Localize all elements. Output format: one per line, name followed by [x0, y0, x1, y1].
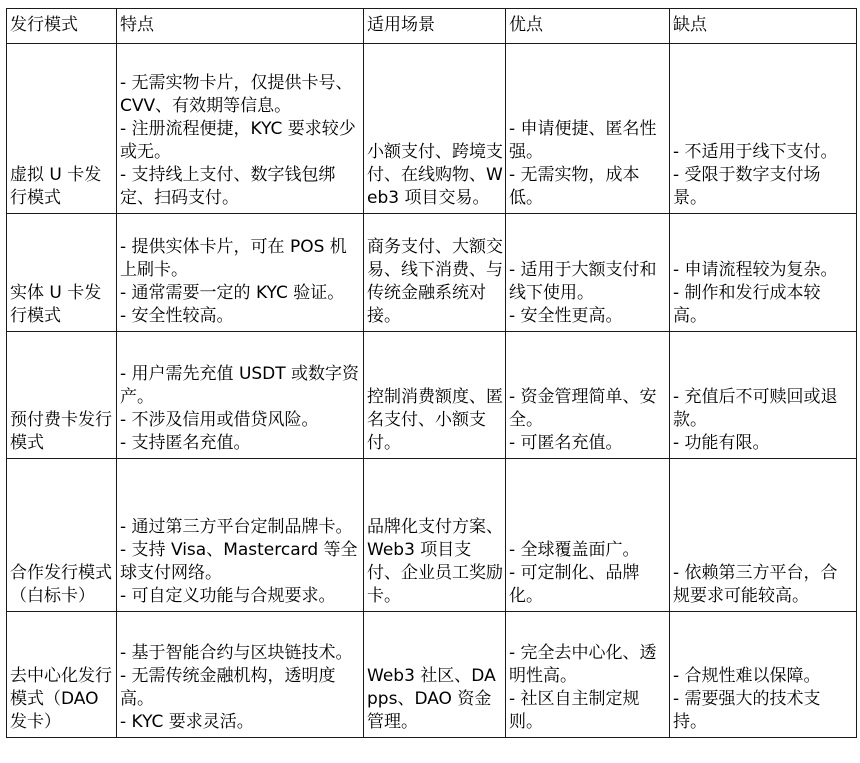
- table-row: [7, 214, 857, 332]
- column-header-pros: 优点: [506, 9, 670, 44]
- scenarios-cell: [364, 44, 506, 214]
- cell-line: 小额支付、跨境支付、在线购物、Web3 项目交易。: [367, 142, 503, 208]
- cell-line: - 提供实体卡片，可在 POS 机上刷卡。: [120, 237, 347, 280]
- cell-line: - 注册流程便捷，KYC 要求较少或无。: [120, 119, 356, 162]
- cons-cell: [670, 459, 857, 612]
- scenarios-cell: [364, 214, 506, 332]
- column-header-features: 特点: [117, 9, 364, 44]
- mode-cell: 实体 U 卡发行模式: [7, 214, 117, 332]
- scenarios-cell: [364, 612, 506, 738]
- cell-line: - 需要强大的技术支持。: [673, 689, 821, 732]
- cell-line: - 功能有限。: [673, 433, 770, 453]
- column-header-cons: 缺点: [670, 9, 857, 44]
- column-header-mode: 发行模式: [7, 9, 117, 44]
- document-page: [6, 8, 856, 738]
- features-cell: [117, 44, 364, 214]
- cell-line: - 适用于大额支付和线下使用。: [509, 260, 657, 303]
- mode-cell: 预付费卡发行模式: [7, 332, 117, 459]
- pros-cell: [506, 612, 670, 738]
- comparison-table: [6, 8, 857, 738]
- table-row: [7, 459, 857, 612]
- cell-line: - 无需实物卡片，仅提供卡号、CVV、有效期等信息。: [120, 73, 353, 116]
- pros-cell: [506, 44, 670, 214]
- cell-line: - 完全去中心化、透明性高。: [509, 643, 657, 686]
- cell-line: - 可定制化、品牌化。: [509, 563, 640, 606]
- cell-line: - 无需传统金融机构，透明度高。: [120, 666, 336, 709]
- cons-cell: [670, 332, 857, 459]
- cell-line: - 用户需先充值 USDT 或数字资产。: [120, 364, 360, 407]
- cons-cell: [670, 44, 857, 214]
- cell-line: 控制消费额度、匿名支付、小额支付。: [367, 387, 503, 453]
- cell-line: - 可自定义功能与合规要求。: [120, 586, 336, 606]
- scenarios-cell: [364, 459, 506, 612]
- cell-line: - 社区自主制定规则。: [509, 689, 640, 732]
- cell-line: 商务支付、大额交易、线下消费、与传统金融系统对接。: [367, 237, 503, 326]
- table-row: [7, 44, 857, 214]
- mode-cell: 去中心化发行模式（DAO 发卡）: [7, 612, 117, 738]
- cell-line: - 基于智能合约与区块链技术。: [120, 643, 353, 663]
- scenarios-cell: [364, 332, 506, 459]
- cell-line: - 安全性更高。: [509, 306, 623, 326]
- cell-line: - 安全性较高。: [120, 306, 234, 326]
- pros-cell: [506, 459, 670, 612]
- cell-line: - 全球覆盖面广。: [509, 540, 640, 560]
- features-cell: [117, 332, 364, 459]
- cons-cell: [670, 214, 857, 332]
- column-header-scenarios: 适用场景: [364, 9, 506, 44]
- cell-line: 品牌化支付方案、Web3 项目支付、企业员工奖励卡。: [367, 517, 503, 606]
- header-row: [7, 9, 857, 44]
- cell-line: - 申请便捷、匿名性强。: [509, 119, 657, 162]
- cell-line: - 合规性难以保障。: [673, 666, 821, 686]
- features-cell: [117, 612, 364, 738]
- cell-line: - 可匿名充值。: [509, 433, 623, 453]
- cell-line: - 制作和发行成本较高。: [673, 283, 821, 326]
- table-body: [7, 44, 857, 738]
- cell-line: - 不适用于线下支付。: [673, 142, 838, 162]
- cell-line: - 支持线上支付、数字钱包绑定、扫码支付。: [120, 165, 336, 208]
- cell-line: - 申请流程较为复杂。: [673, 260, 838, 280]
- pros-cell: [506, 214, 670, 332]
- cell-line: - 受限于数字支付场景。: [673, 165, 821, 208]
- cell-line: - 资金管理简单、安全。: [509, 387, 657, 430]
- mode-cell: 合作发行模式（白标卡）: [7, 459, 117, 612]
- cell-line: - 通常需要一定的 KYC 验证。: [120, 283, 345, 303]
- features-cell: [117, 214, 364, 332]
- mode-cell: 虚拟 U 卡发行模式: [7, 44, 117, 214]
- cell-line: - 依赖第三方平台，合规要求可能较高。: [673, 563, 838, 606]
- cell-line: Web3 社区、DApps、DAO 资金管理。: [367, 666, 496, 732]
- table-header: [7, 9, 857, 44]
- cons-cell: [670, 612, 857, 738]
- cell-line: - KYC 要求灵活。: [120, 712, 254, 732]
- cell-line: - 不涉及信用或借贷风险。: [120, 410, 319, 430]
- cell-line: - 支持 Visa、Mastercard 等全球支付网络。: [120, 540, 358, 583]
- cell-line: - 充值后不可赎回或退款。: [673, 387, 838, 430]
- pros-cell: [506, 332, 670, 459]
- cell-line: - 无需实物，成本低。: [509, 165, 640, 208]
- cell-line: - 支持匿名充值。: [120, 433, 251, 453]
- table-row: [7, 612, 857, 738]
- features-cell: [117, 459, 364, 612]
- cell-line: - 通过第三方平台定制品牌卡。: [120, 517, 353, 537]
- table-row: [7, 332, 857, 459]
